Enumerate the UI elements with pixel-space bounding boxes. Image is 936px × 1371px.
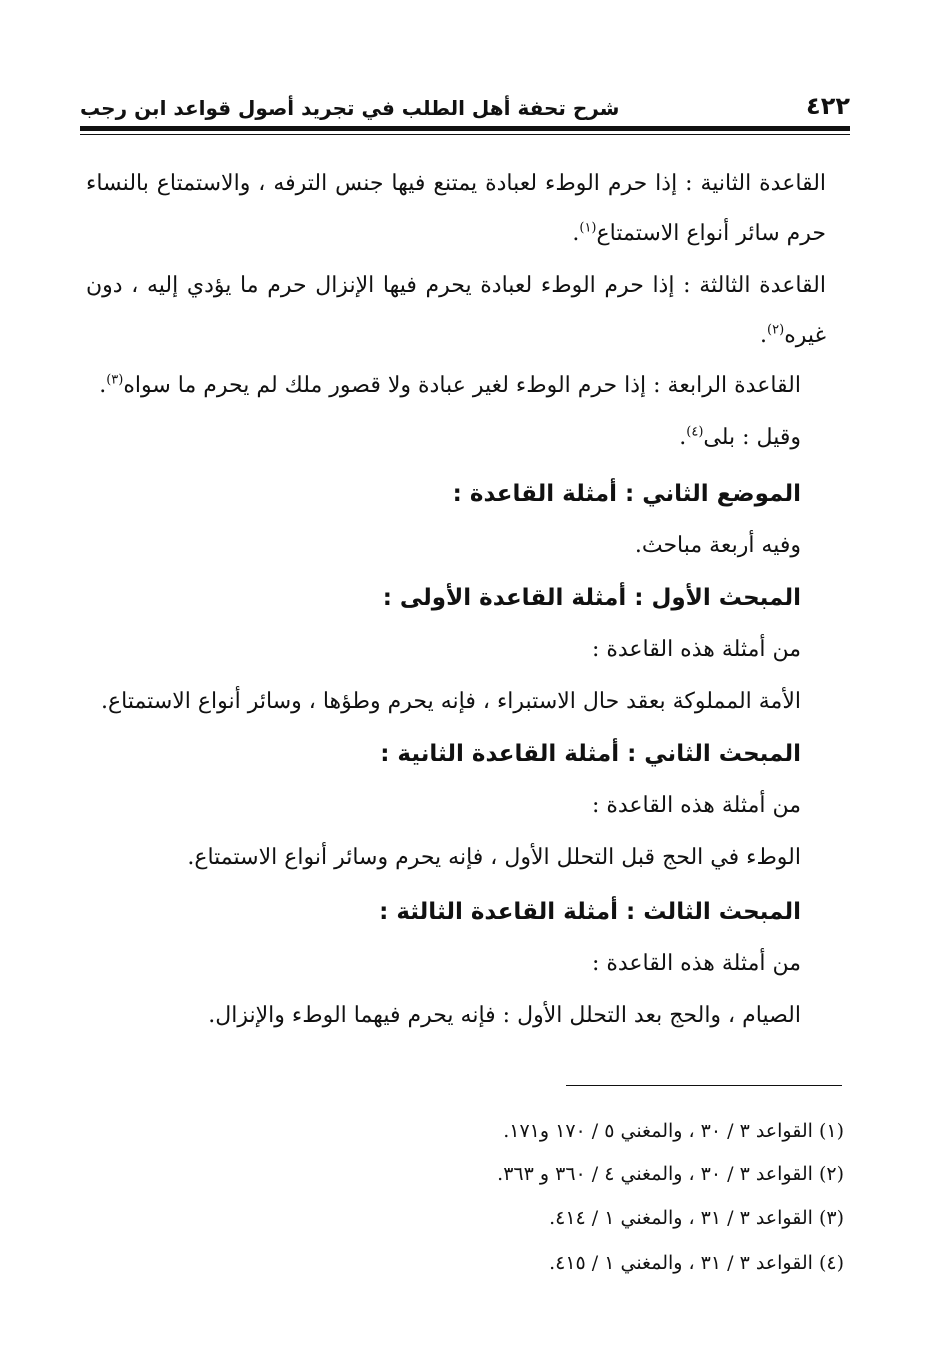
header-rule-thick [80,126,850,131]
footnote-ref-3: (٣) [106,372,124,388]
footnote-3: (٣) القواعد ٣ / ٣١ ، والمغني ١ / ٤١٤. [549,1207,844,1229]
running-title: شرح تحفة أهل الطلب في تجريد أصول قواعد ابن رجب [80,96,620,120]
footnote-ref-4: (٤) [686,424,704,440]
topic1-heading: المبحث الأول : أمثلة القاعدة الأولى : [382,585,801,611]
topic2-example: الوطء في الحج قبل التحلل الأول ، فإنه يحرم وسائر أنواع الاستمتاع. [187,845,801,870]
section2-heading: الموضع الثاني : أمثلة القاعدة : [452,481,801,507]
page-header [80,92,850,120]
topic1-example: الأمة المملوكة بعقد حال الاستبراء ، فإنه يحرم وطؤها ، وسائر أنواع الاستمتاع. [101,689,801,714]
rule4-text: إذا حرم الوطء لغير عبادة ولا قصور ملك لم يحرم ما سواه [123,373,647,398]
rule3-line2: غيره$^{(٢)}$. [760,322,826,348]
rule2-label: القاعدة الثانية : [685,171,827,196]
header-rule-thin [80,134,850,135]
topic2-intro: من أمثلة هذه القاعدة : [591,793,801,818]
rule4-label: القاعدة الرابعة : [653,373,801,398]
rule3-text: إذا حرم الوطء لعبادة يحرم فيها الإنزال حرم ما يؤدي إليه ، دون [86,273,675,298]
qila-line: وقيل : بلى$^{(٤)}$. [679,424,801,450]
rule4-line: القاعدة الرابعة : إذا حرم الوطء لغير عبادة ولا قصور ملك لم يحرم ما سواه$^{(٣)}$. [99,372,801,398]
footnote-1: (١) القواعد ٣ / ٣٠ ، والمغني ٥ / ١٧٠ و١٧١. [503,1120,844,1142]
section2-intro: وفيه أربعة مباحث. [634,533,801,558]
footnote-2: (٢) القواعد ٣ / ٣٠ ، والمغني ٤ / ٣٦٠ و ٣٦٣. [497,1163,844,1185]
topic3-intro: من أمثلة هذه القاعدة : [591,951,801,976]
footnote-4: (٤) القواعد ٣ / ٣١ ، والمغني ١ / ٤١٥. [549,1252,844,1274]
topic2-heading: المبحث الثاني : أمثلة القاعدة الثانية : [380,741,801,767]
rule2-line1 [86,168,826,200]
page-number: ٤٢٢ [806,92,850,120]
rule2-text: إذا حرم الوطء لعبادة يمتنع فيها جنس الترفه ، والاستمتاع بالنساء [86,171,678,196]
topic3-example: الصيام ، والحج بعد التحلل الأول : فإنه يحرم فيهما الوطء والإنزال. [208,1003,801,1028]
topic3-heading: المبحث الثالث : أمثلة القاعدة الثالثة : [379,899,801,925]
topic1-intro: من أمثلة هذه القاعدة : [591,637,801,662]
footnote-ref-2: (٢) [767,322,785,338]
rule3-line1 [86,270,826,302]
footnote-ref-1: (١) [579,220,597,236]
footnote-separator [566,1085,842,1086]
rule3-label: القاعدة الثالثة : [683,273,826,298]
rule2-line2: حرم سائر أنواع الاستمتاع$^{(١)}$. [572,220,826,246]
